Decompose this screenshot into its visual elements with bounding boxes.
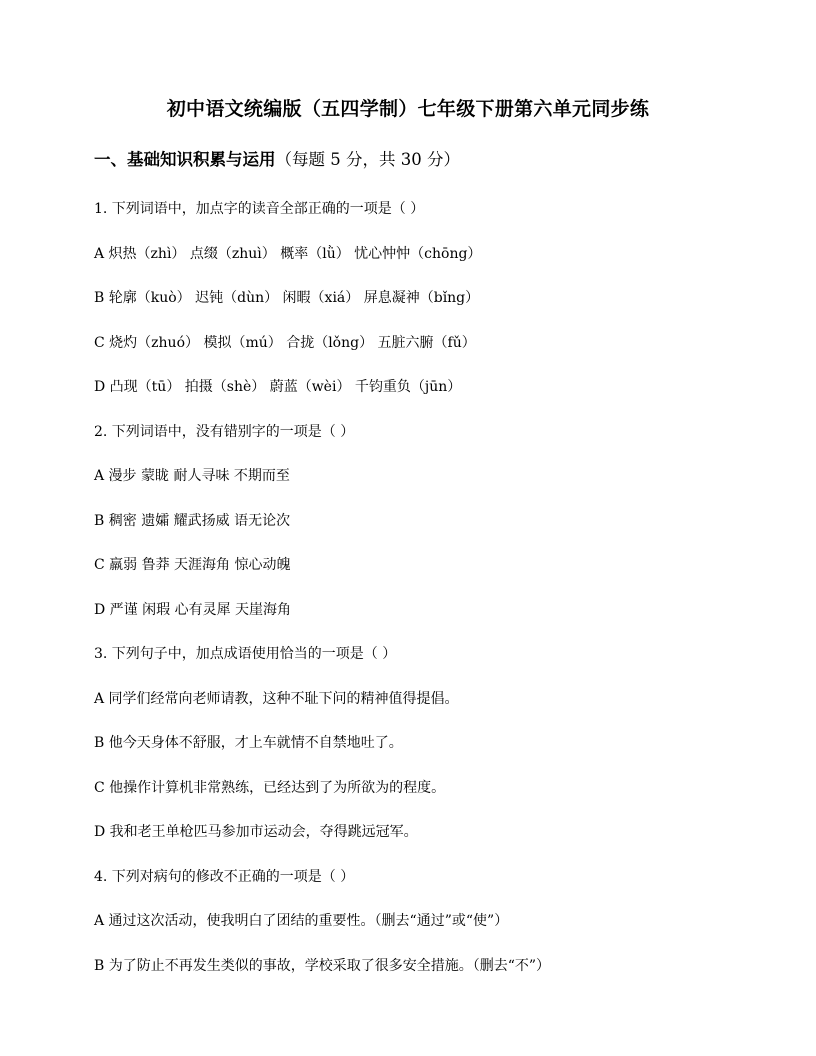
question-3-option-b: B 他今天身体不舒服，才上车就情不自禁地吐了。 [94, 735, 403, 751]
question-2-option-c: C 羸弱 鲁莽 天涯海角 惊心动魄 [94, 557, 291, 573]
question-1-option-a: A 炽热（zhì） 点缀（zhuì） 概率（lǜ） 忧心忡忡（chōng） [94, 246, 482, 262]
question-2-option-a: A 漫步 蒙眬 耐人寻味 不期而至 [94, 468, 290, 484]
question-3-option-d: D 我和老王单枪匹马参加市运动会，夺得跳远冠军。 [94, 824, 418, 840]
question-3-option-a: A 同学们经常向老师请教，这种不耻下问的精神值得提倡。 [94, 691, 459, 707]
question-2-stem: 2. 下列词语中，没有错别字的一项是（ ） [94, 424, 355, 440]
question-4-stem: 4. 下列对病句的修改不正确的一项是（ ） [94, 869, 355, 885]
question-3-option-c: C 他操作计算机非常熟练，已经达到了为所欲为的程度。 [94, 780, 446, 796]
question-4-option-a: A 通过这次活动，使我明白了团结的重要性。（删去“通过”或“使”） [94, 913, 509, 929]
question-1-option-b: B 轮廓（kuò） 迟钝（dùn） 闲暇（xiá） 屏息凝神（bǐng） [94, 290, 480, 306]
question-3-stem: 3. 下列句子中，加点成语使用恰当的一项是（ ） [94, 646, 397, 662]
question-4-option-b: B 为了防止不再发生类似的事故，学校采取了很多安全措施。（删去“不”） [94, 958, 551, 974]
question-1-stem: 1. 下列词语中，加点字的读音全部正确的一项是（ ） [94, 201, 425, 217]
question-1-option-c: C 烧灼（zhuó） 模拟（mú） 合拢（lǒng） 五脏六腑（fǔ） [94, 335, 476, 351]
question-1-option-d: D 凸现（tū） 拍摄（shè） 蔚蓝（wèi） 千钧重负（jūn） [94, 379, 462, 395]
section-heading-text: 一、基础知识积累与运用 [94, 150, 276, 169]
question-2-option-b: B 稠密 遗孀 耀武扬威 语无论次 [94, 513, 291, 529]
section-score-note: （每题 5 分，共 30 分） [275, 150, 460, 169]
question-2-option-d: D 严谨 闲瑕 心有灵犀 天崖海角 [94, 602, 292, 618]
section-heading [94, 148, 460, 172]
document-title: 初中语文统编版（五四学制）七年级下册第六单元同步练 [166, 98, 650, 120]
